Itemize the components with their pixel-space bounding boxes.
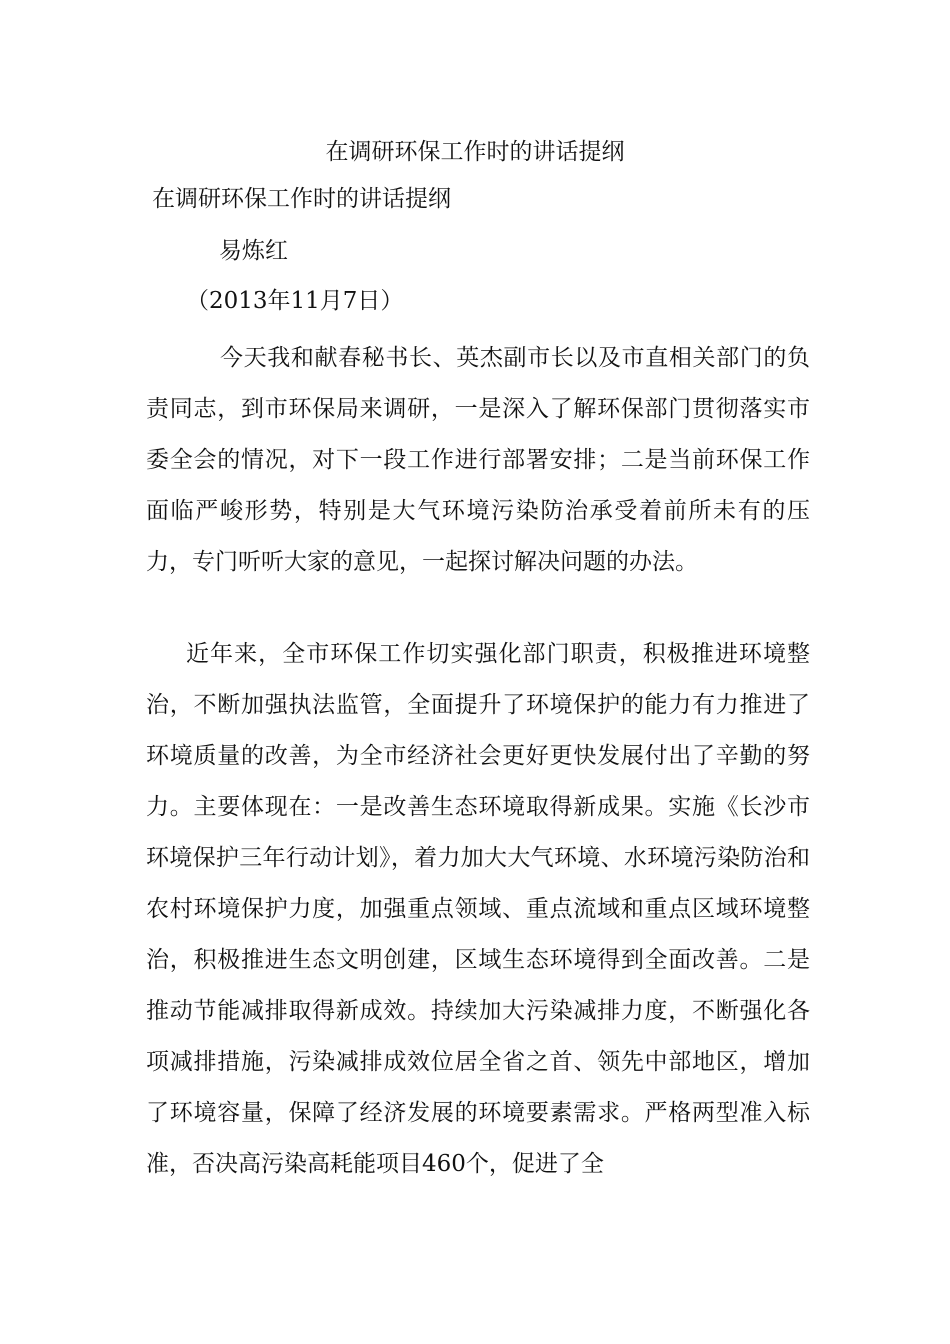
document-title: 在调研环保工作时的讲话提纲 bbox=[152, 186, 451, 212]
author-name: 易炼红 bbox=[219, 238, 288, 264]
paragraph-achievements: 近年来，全市环保工作切实强化部门职责，积极推进环境整治，不断加强执法监管，全面提升了环境保护的能力有力推进了环境质量的改善，为全市经济社会更好更快发展付出了辛勤的努力。主要体现在：一是改善生态环境取得新成果。实施《长沙市环境保护三年行动计划》，着力加大大气环境、水环境污染防治和农村环境保护力度，加强重点领域、重点流域和重点区域环境整治，积极推进生态文明创建，区域生态环境得到全面改善。二是推动节能减排取得新成效。持续加大污染减排力度，不断强化各项减排措施，污染减排成效位居全省之首、领先中部地区，增加了环境容量，保障了经济发展的环境要素需求。严格两型准入标准，否决高污染高耗能项目460个，促进了全 bbox=[146, 641, 810, 1177]
header-title: 在调研环保工作时的讲话提纲 bbox=[325, 139, 625, 165]
paragraph-intro: 今天我和献春秘书长、英杰副市长以及市直相关部门的负责同志，到市环保局来调研，一是深入了解环保部门贯彻落实市委全会的情况，对下一段工作进行部署安排；二是当前环保工作面临严峻形势，特别是大气环境污染防治承受着前所未有的压力，专门听听大家的意见，一起探讨解决问题的办法。 bbox=[146, 345, 810, 575]
speech-date: （2013年11月7日） bbox=[186, 288, 404, 314]
